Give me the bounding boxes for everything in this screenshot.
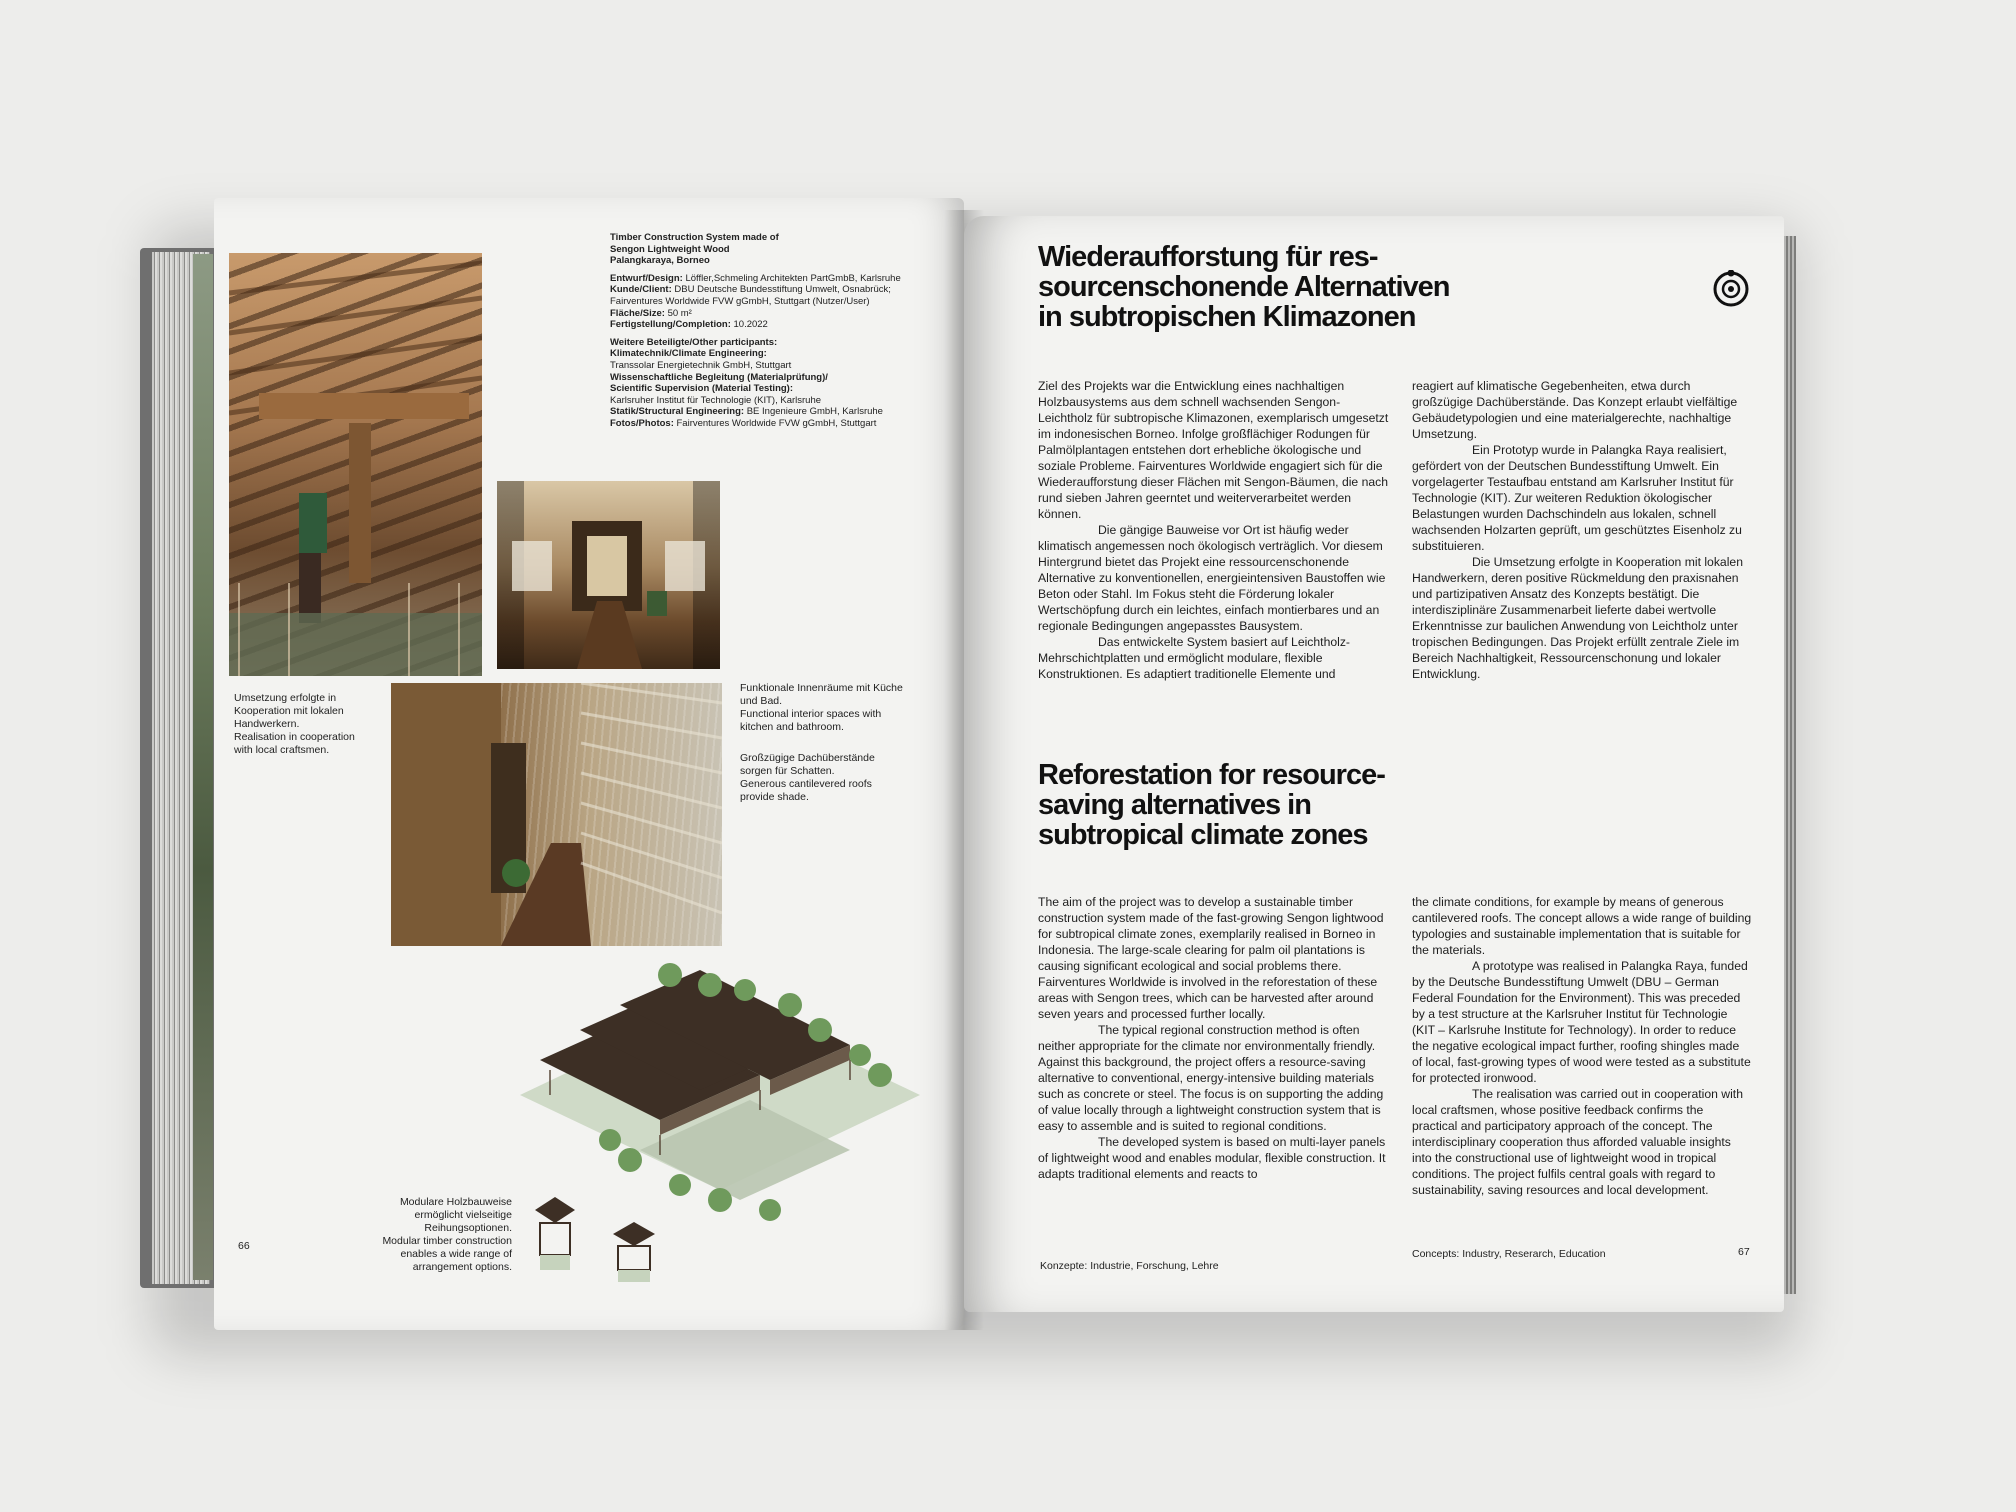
photo-veranda-louvers (391, 683, 722, 946)
isometric-building-drawing (520, 960, 920, 1230)
module-drawing-small-2 (608, 1222, 660, 1284)
meta-title-line-1: Timber Construction System made of (610, 232, 779, 243)
de-col2-paragraph-1: reagiert auf klimatische Gegebenheiten, etwa durch großzügige Dachüberstände. Das Konzept erlaubt vielfältige Gebäudetypologien und eine materialgerechte, nachhaltige Umsetzung. (1412, 379, 1738, 441)
caption-interior-de: Funktionale Innenräume mit Küche und Bad. (740, 682, 903, 707)
english-column-2 (1412, 894, 1752, 1198)
heading-english (1038, 760, 1458, 850)
credit-value-completion: 10.2022 (733, 319, 768, 331)
en-col2-paragraph-2: A prototype was realised in Palangka Raya, funded by the Deutsche Bundesstiftung Umwelt (DBU – German Federal Foundation for the Environment). This was preceded by a test structure at the Karlsruher Institut für Technologie (KIT – Karlsruhe Institute for Technology). In order to reduce the negative ecological impact further, roofing shingles made of local, fast-growing types of wood were tested as a substitute for protected ironwood. (1412, 959, 1751, 1085)
german-column-1 (1038, 378, 1394, 682)
module-drawing-small-1 (530, 1195, 580, 1275)
heading-german (1038, 242, 1558, 332)
credit-value-size: 50 m² (667, 307, 692, 319)
participants-science-label-2: Scientific Supervision (Material Testing): (610, 383, 793, 395)
heading-german-line-3: in subtropischen Klimazonen (1038, 301, 1416, 333)
heading-german-line-1: Wiederaufforstung für res- (1038, 241, 1378, 273)
page-edge-photo-strip (193, 254, 213, 1280)
de-col2-paragraph-3: Die Umsetzung erfolgte in Kooperation mit lokalen Handwerkern, deren positive Rückmeldung den praxisnahen und partizipativen Ansatz des Konzepts bestätigt. Die interdisziplinäre Zusammenarbeit lieferte dabei wertvolle Erkenntnisse zur baulichen Anwendung von Leichtholz unter tropischen Bedingungen. Das Projekt erfüllt zentrale Ziele im Bereich Nachhaltigkeit, Ressourcenschonung und lokaler Entwicklung. (1412, 555, 1743, 681)
participants-structural-label: Statik/Structural Engineering: (610, 406, 745, 418)
credit-label-size: Fläche/Size: (610, 307, 665, 319)
caption-craftsmen (234, 692, 374, 757)
caption-craftsmen-en: Realisation in cooperation with local craftsmen. (234, 731, 355, 756)
heading-english-line-3: subtropical climate zones (1038, 819, 1368, 851)
participants-label: Weitere Beteiligte/Other participants: (610, 336, 778, 348)
english-column-1 (1038, 894, 1396, 1182)
caption-roofs-de: Großzügige Dachüberstände sorgen für Schatten. (740, 752, 875, 777)
caption-modular-de: Modulare Holzbauweise ermöglicht vielseitige Reihungsoptionen. (399, 1196, 512, 1234)
de-col1-paragraph-2: Die gängige Bauweise vor Ort ist häufig weder klimatisch angemessen noch ökologisch verträglich. Vor diesem Hintergrund bietet das Projekt eine ressourcenschonende Alternative zu konventionellen, energieintensiven Baustoffen wie Beton oder Stahl. Im Fokus steht die Förderung lokaler Wertschöpfung durch ein leichtes, einfach montierbares und an regionale Bedingungen angepasstes Bausystem. (1038, 523, 1386, 633)
en-col2-paragraph-3: The realisation was carried out in cooperation with local craftsmen, whose positive feedback confirms the practical and participatory approach of the concept. The interdisciplinary cooperation thus afforded valuable insights into the constructional use of lightweight wood in tropical conditions. The project fulfils central goals with regard to sustainability, saving resources and local development. (1412, 1087, 1743, 1197)
participants-photos-value: Fairventures Worldwide FVW gGmbH, Stuttgart (676, 417, 877, 429)
en-col1-paragraph-1: The aim of the project was to develop a sustainable timber construction system made of the fast-growing Sengon lightwood for subtropical climate zones, exemplarily realised in Borneo in Indonesia. The large-scale clearing for palm oil plantations is causing significant ecological and social problems there. Fairventures Worldwide is involved in the reforestation of these areas with Sengon trees, which can be harvested after around seven years and processed further locally. (1038, 895, 1384, 1021)
heading-german-line-2: sourcenschonende Alternativen (1038, 271, 1450, 303)
participants-science-value: Karlsruher Institut für Technologie (KIT), Karlsruhe (610, 394, 822, 406)
en-col1-paragraph-3: The developed system is based on multi-layer panels of lightweight wood and enables modular, flexible construction. It adapts traditional elements and reacts to (1038, 1135, 1386, 1181)
photo-construction-scaffold (229, 253, 482, 676)
caption-roofs-en: Generous cantilevered roofs provide shade. (740, 778, 872, 803)
credit-value-design: Löffler,Schmeling Architekten PartGmbB, Karlsruhe (685, 272, 901, 284)
footer-english: Concepts: Industry, Reserarch, Education (1412, 1248, 1606, 1260)
caption-craftsmen-de: Umsetzung erfolgte in Kooperation mit lokalen Handwerkern. (234, 692, 344, 730)
credit-label-client: Kunde/Client: (610, 284, 672, 296)
participants-structural-value: BE Ingenieure GmbH, Karlsruhe (746, 406, 883, 418)
caption-interior (740, 682, 910, 734)
credit-label-design: Entwurf/Design: (610, 272, 683, 284)
participants-climate-label: Klimatechnik/Climate Engineering: (610, 348, 767, 360)
de-col1-paragraph-3: Das entwickelte System basiert auf Leichtholz-Mehrschichtplatten und ermöglicht modulare, flexible Konstruktionen. Es adaptiert traditionelle Elemente und (1038, 635, 1350, 681)
de-col2-paragraph-2: Ein Prototyp wurde in Palangka Raya realisiert, gefördert von der Deutschen Bundesstiftung Umwelt. Ein vorgelagerter Testaufbau entstand am Karlsruher Institut für Technologie (KIT). Zur weiteren Reduktion ökologischer Belastungen wurden Dachschindeln aus lokalen, schnell wachsenden Holzarten geprüft, um geschütztes Eisenholz zu substituieren. (1412, 443, 1742, 553)
german-column-2 (1412, 378, 1750, 682)
heading-english-line-1: Reforestation for resource- (1038, 759, 1385, 791)
page-number-right: 67 (1738, 1246, 1750, 1258)
participants-climate-value: Transsolar Energietechnik GmbH, Stuttgart (610, 359, 792, 371)
participants-photos-label: Fotos/Photos: (610, 417, 674, 429)
de-col1-paragraph-1: Ziel des Projekts war die Entwicklung eines nachhaltigen Holzbausystems aus dem schnell wachsenden Sengon-Leichtholz für subtropische Klimazonen, exemplarisch umgesetzt im indonesischen Borneo. Infolge großflächiger Rodungen für Palmölplantagen entstehen dort erhebliche ökologische und soziale Probleme. Fairventures Worldwide engagiert sich für die Wiederaufforstung dieser Flächen mit Sengon-Bäumen, die nach rund sieben Jahren geerntet und weiterverarbeitet werden können. (1038, 379, 1389, 521)
credit-label-completion: Fertigstellung/Completion: (610, 319, 731, 331)
photo-interior-room (497, 481, 720, 669)
project-credits (610, 232, 910, 436)
heading-english-line-2: saving alternatives in (1038, 789, 1311, 821)
meta-title-line-3: Palangkaraya, Borneo (610, 255, 710, 267)
caption-modular (352, 1196, 512, 1274)
meta-title-line-2: Sengon Lightweight Wood (610, 243, 730, 255)
credit-value-client: DBU Deutsche Bundesstiftung Umwelt, Osnabrück; (674, 284, 891, 296)
page-number-left: 66 (238, 1240, 250, 1252)
caption-roofs (740, 752, 905, 804)
caption-modular-en: Modular timber construction enables a wide range of arrangement options. (382, 1235, 512, 1273)
footer-german: Konzepte: Industrie, Forschung, Lehre (1040, 1260, 1219, 1272)
en-col2-paragraph-1: the climate conditions, for example by means of generous cantilevered roofs. The concept allows a wide range of building typologies and sustainable implementation that is suitable for the materials. (1412, 895, 1752, 957)
credit-value-client-2: Fairventures Worldwide FVW gGmbH, Stuttgart (Nutzer/User) (610, 295, 870, 307)
en-col1-paragraph-2: The typical regional construction method is often neither appropriate for the climate nor environmentally friendly. Against this background, the project offers a resource-saving alternative to conventional, energy-intensive building materials such as concrete or steel. The focus is on supporting the adding of value locally through a lightweight construction system that is easy to assemble and is suited to regional conditions. (1038, 1023, 1384, 1133)
caption-interior-en: Functional interior spaces with kitchen and bathroom. (740, 708, 882, 733)
target-logo-icon (1712, 270, 1750, 308)
page-edges-right (1782, 236, 1796, 1294)
participants-science-label: Wissenschaftliche Begleitung (Materialprüfung)/ (610, 371, 828, 383)
